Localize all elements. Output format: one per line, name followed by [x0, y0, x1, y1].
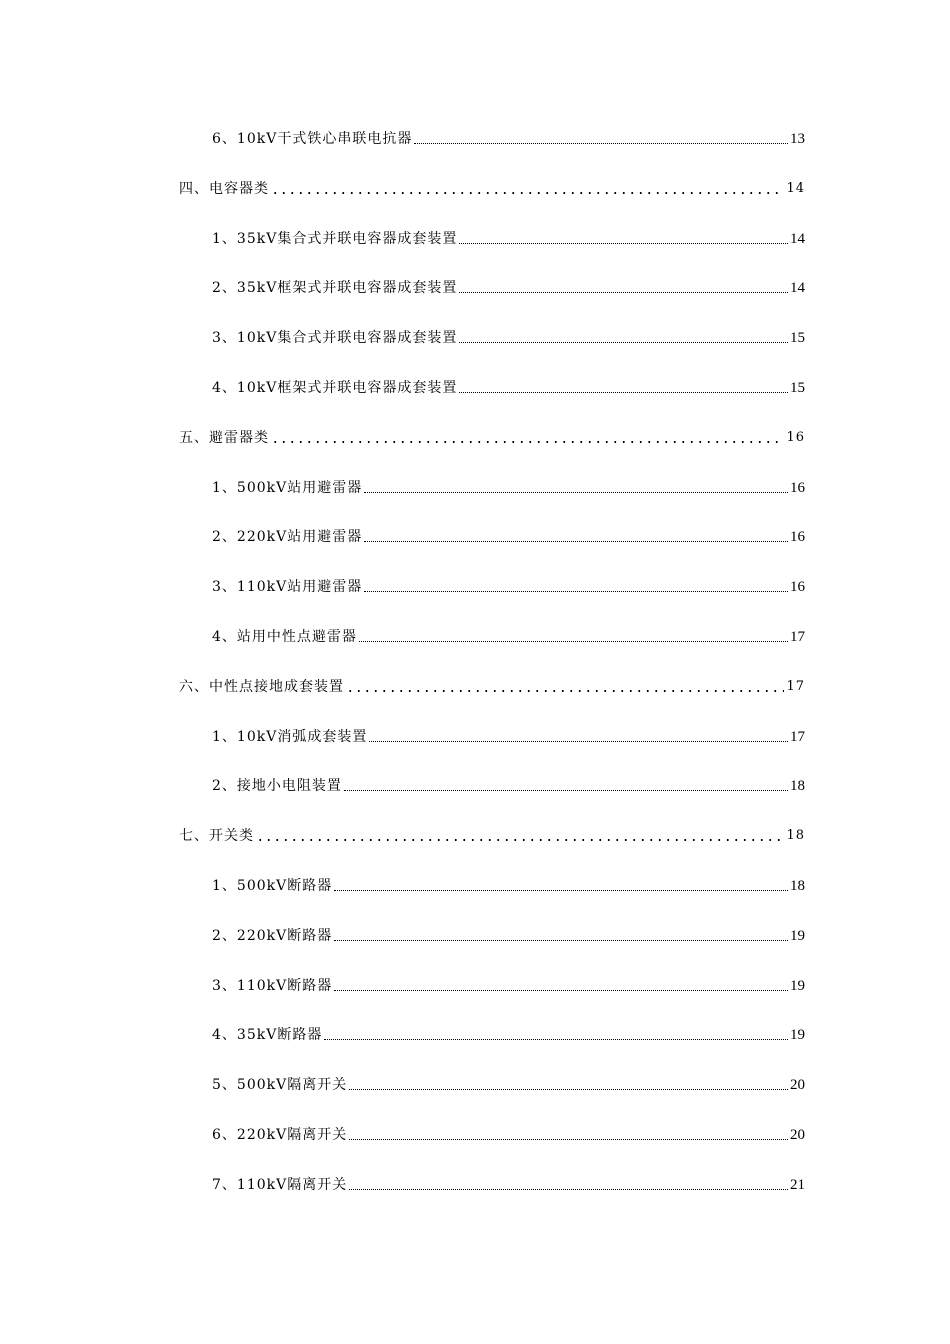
- toc-entry-label: 2、35kV框架式并联电容器成套装置: [212, 280, 458, 297]
- toc-leader-dots: [349, 1139, 788, 1140]
- toc-entry-500kv-breaker[interactable]: [212, 872, 805, 896]
- toc-page-number: 16: [790, 579, 805, 596]
- toc-entry-35kv-breaker[interactable]: [212, 1021, 805, 1045]
- toc-leader-dots: [414, 143, 788, 144]
- toc-page-number: 19: [790, 927, 805, 944]
- toc-entry-label: 4、站用中性点避雷器: [212, 629, 357, 645]
- toc-entry-110kv-breaker[interactable]: [212, 972, 805, 996]
- toc-entry-grounding-resistor[interactable]: [212, 772, 805, 796]
- toc-leader-dots: [346, 690, 784, 692]
- toc-page-number: 17: [790, 629, 805, 645]
- toc-leader-dots: [359, 641, 788, 642]
- toc-entry-label: 1、500kV站用避雷器: [212, 479, 363, 496]
- toc-leader-dots: [349, 1189, 788, 1190]
- toc-page-number: 16: [790, 479, 805, 496]
- toc-entry-10kv-frame-capacitor[interactable]: [212, 374, 805, 398]
- toc-leader-dots: [324, 1039, 788, 1040]
- toc-page-number: 16: [790, 529, 805, 546]
- toc-leader-dots: [364, 492, 788, 493]
- toc-entry-label: 1、35kV集合式并联电容器成套装置: [212, 230, 458, 247]
- toc-page-number: 14: [786, 180, 805, 196]
- toc-section-neutral-grounding[interactable]: [179, 673, 805, 697]
- toc-leader-dots: [334, 990, 788, 991]
- toc-entry-label: 2、220kV断路器: [212, 927, 333, 944]
- toc-entry-220kv-breaker[interactable]: [212, 922, 805, 946]
- toc-leader-dots: [334, 940, 788, 941]
- toc-entry-220kv-arrester[interactable]: [212, 523, 805, 547]
- toc-section-label: 六、中性点接地成套装置: [179, 678, 344, 695]
- toc-leader-dots: [459, 292, 788, 293]
- toc-leader-dots: [364, 541, 788, 542]
- toc-section-switches[interactable]: [179, 822, 805, 846]
- toc-leader-dots: [369, 741, 788, 742]
- toc-page-number: 16: [786, 429, 805, 445]
- toc-page-number: 17: [786, 678, 805, 694]
- toc-leader-dots: [271, 441, 784, 443]
- toc-leader-dots: [459, 392, 788, 393]
- toc-entry-label: 2、220kV站用避雷器: [212, 529, 363, 546]
- toc-entry-label: 4、35kV断路器: [212, 1027, 323, 1044]
- toc-entry-label: 6、220kV隔离开关: [212, 1127, 348, 1143]
- toc-entry-10kv-collective-capacitor[interactable]: [212, 324, 805, 348]
- toc-leader-dots: [459, 342, 788, 343]
- toc-entry-label: 1、10kV消弧成套装置: [212, 728, 368, 745]
- toc-page-number: 15: [790, 330, 805, 347]
- toc-entry-35kv-frame-capacitor[interactable]: [212, 274, 805, 298]
- toc-entry-6-10kv-series-reactor[interactable]: [212, 125, 805, 149]
- toc-page-number: 18: [790, 878, 805, 894]
- toc-page-number: 14: [790, 230, 805, 247]
- toc-entry-label: 3、110kV断路器: [212, 977, 333, 994]
- toc-page-number: 14: [790, 280, 805, 297]
- toc-entry-label: 3、110kV站用避雷器: [212, 579, 363, 596]
- toc-page-number: 15: [790, 380, 805, 396]
- toc-entry-110kv-disconnector[interactable]: [212, 1171, 805, 1195]
- toc-leader-dots: [334, 890, 788, 891]
- toc-entry-10kv-arc-suppression[interactable]: [212, 723, 805, 747]
- toc-page-number: 18: [786, 828, 805, 844]
- toc-entry-label: 7、110kV隔离开关: [212, 1176, 348, 1193]
- toc-page-number: 17: [790, 728, 805, 745]
- toc-entry-label: 5、500kV隔离开关: [212, 1077, 348, 1094]
- toc-leader-dots: [271, 192, 784, 194]
- toc-page-number: 20: [790, 1077, 805, 1094]
- toc-entry-110kv-arrester[interactable]: [212, 573, 805, 597]
- toc-leader-dots: [256, 839, 784, 841]
- toc-leader-dots: [364, 591, 788, 592]
- toc-section-label: 五、避雷器类: [179, 429, 269, 446]
- toc-page-number: 13: [790, 131, 805, 147]
- toc-page-number: 19: [790, 977, 805, 994]
- toc-entry-35kv-collective-capacitor[interactable]: [212, 225, 805, 249]
- toc-page-number: 19: [790, 1027, 805, 1044]
- toc-section-label: 四、电容器类: [179, 180, 269, 197]
- toc-entry-label: 3、10kV集合式并联电容器成套装置: [212, 330, 458, 347]
- toc-section-arresters[interactable]: [179, 424, 805, 448]
- toc-entry-label: 4、10kV框架式并联电容器成套装置: [212, 380, 458, 396]
- toc-entry-neutral-arrester[interactable]: [212, 623, 805, 647]
- toc-entry-label: 2、接地小电阻装置: [212, 778, 342, 795]
- toc-page-number: 21: [790, 1176, 805, 1193]
- toc-entry-label: 6、10kV干式铁心串联电抗器: [212, 131, 413, 147]
- toc-entry-220kv-disconnector[interactable]: [212, 1121, 805, 1145]
- toc-section-capacitors[interactable]: [179, 175, 805, 199]
- toc-page-number: 20: [790, 1127, 805, 1143]
- toc-leader-dots: [344, 790, 788, 791]
- toc-entry-label: 1、500kV断路器: [212, 878, 333, 894]
- toc-entry-500kv-disconnector[interactable]: [212, 1071, 805, 1095]
- toc-leader-dots: [349, 1089, 788, 1090]
- toc-section-label: 七、开关类: [179, 828, 254, 845]
- toc-entry-500kv-arrester[interactable]: [212, 474, 805, 498]
- toc-leader-dots: [459, 243, 788, 244]
- toc-page-number: 18: [790, 778, 805, 795]
